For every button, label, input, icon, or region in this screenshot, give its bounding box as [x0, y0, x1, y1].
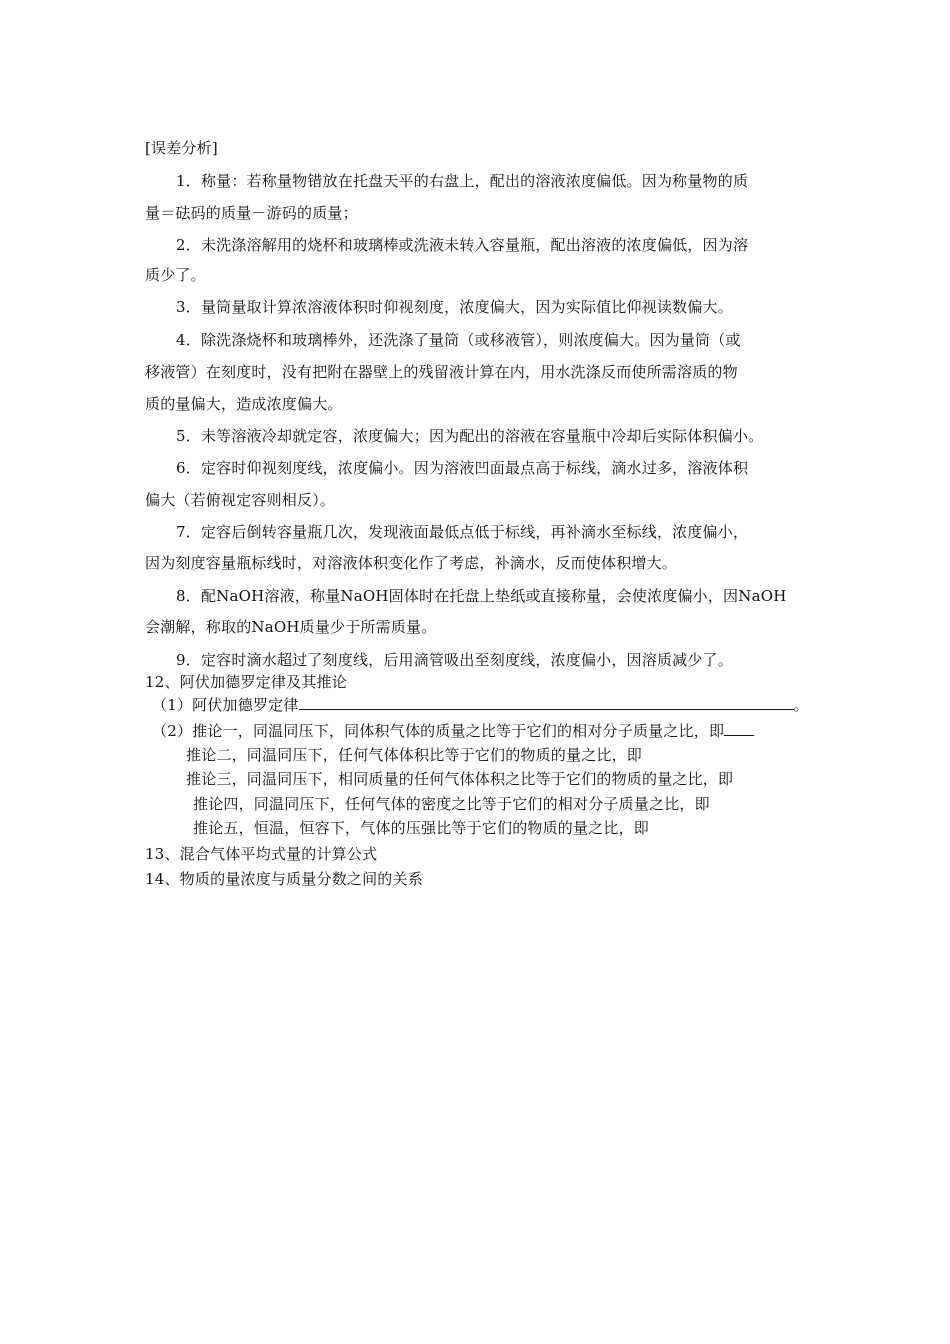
error-item-7-line-2: 因为刻度容量瓶标线时，对溶液体积变化作了考虑，补滴水，反而使体积增大。: [145, 554, 678, 572]
error-item-4-line-3: 质的量偏大，造成浓度偏大。: [145, 395, 343, 413]
q14-heading: 14、物质的量浓度与质量分数之间的关系: [145, 870, 423, 888]
q12-part-1-end: 。: [793, 696, 809, 714]
answer-blank-2[interactable]: [724, 721, 754, 736]
q12-part-2: [152, 721, 754, 741]
answer-blank-1[interactable]: [299, 695, 794, 710]
error-item-8-line-1: 8．配NaOH溶液，称量NaOH固体时在托盘上垫纸或直接称量，会使浓度偏小，因NaOH: [176, 587, 787, 605]
error-item-9-line-1: 9．定容时滴水超过了刻度线，后用滴管吸出至刻度线，浓度偏小，因溶质减少了。: [176, 651, 733, 669]
error-item-2-line-2: 质少了。: [145, 266, 206, 284]
error-item-4-line-2: 移液管）在刻度时，没有把附在器壁上的残留液计算在内，用水洗涤反而使所需溶质的物: [145, 363, 738, 381]
error-item-5-line-1: 5．未等溶液冷却就定容，浓度偏大；因为配出的溶液在容量瓶中冷却后实际体积偏小。: [176, 427, 764, 445]
error-item-4-line-1: 4．除洗涤烧杯和玻璃棒外，还洗涤了量筒（或移液管），则浓度偏大。因为量筒（或: [176, 331, 741, 349]
q12-part-1: [152, 695, 809, 715]
error-item-6-line-2: 偏大（若俯视定容则相反）。: [145, 491, 336, 509]
q12-corollary-3: 推论三，同温同压下，相同质量的任何气体体积之比等于它们的物质的量之比，即: [186, 770, 734, 788]
error-item-7-line-1: 7．定容后倒转容量瓶几次，发现液面最低点低于标线，再补滴水至标线，浓度偏小，: [176, 523, 749, 541]
error-item-1-line-2: 量＝砝码的质量－游码的质量；: [145, 204, 358, 222]
q12-corollary-4: 推论四，同温同压下，任何气体的密度之比等于它们的相对分子质量之比，即: [193, 795, 710, 813]
q12-heading: 12、阿伏加德罗定律及其推论: [145, 673, 347, 691]
error-item-8-line-2: 会潮解，称取的NaOH质量少于所需质量。: [145, 618, 437, 636]
error-item-6-line-1: 6．定容时仰视刻度线，浓度偏小。因为溶液凹面最点高于标线，滴水过多，溶液体积: [176, 459, 749, 477]
q13-heading: 13、混合气体平均式量的计算公式: [145, 845, 378, 863]
q12-part-2-label: （2）推论一，同温同压下，同体积气体的质量之比等于它们的相对分子质量之比，即: [152, 722, 725, 740]
q12-corollary-5: 推论五，恒温，恒容下，气体的压强比等于它们的物质的量之比，即: [193, 819, 650, 837]
error-item-1-line-1: 1．称量：若称量物错放在托盘天平的右盘上，配出的溶液浓度偏低。因为称量物的质: [176, 172, 749, 190]
section-title: [误差分析]: [145, 139, 218, 157]
q12-part-1-label: （1）阿伏加德罗定律: [152, 696, 299, 714]
error-item-3-line-1: 3．量筒量取计算浓溶液体积时仰视刻度，浓度偏大，因为实际值比仰视读数偏大。: [176, 298, 733, 316]
q12-corollary-2: 推论二，同温同压下，任何气体体积比等于它们的物质的量之比，即: [186, 746, 643, 764]
error-item-2-line-1: 2．未洗涤溶解用的烧杯和玻璃棒或洗液未转入容量瓶，配出溶液的浓度偏低，因为溶: [176, 236, 749, 254]
